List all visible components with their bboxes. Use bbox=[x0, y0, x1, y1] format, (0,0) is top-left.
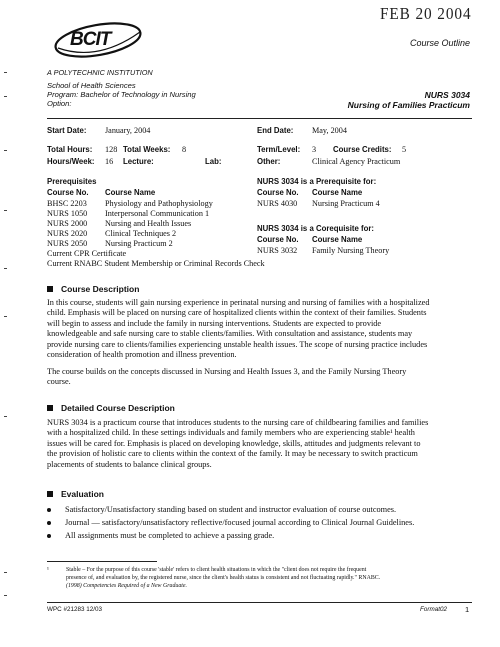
section-bullet-icon bbox=[47, 491, 53, 497]
footnote-line: (1998) Competencies Required of a New Graduate. bbox=[66, 583, 188, 589]
coreq-row-no: NURS 3032 bbox=[257, 246, 298, 255]
institution-tagline: A POLYTECHNIC INSTITUTION bbox=[47, 68, 153, 77]
logo-text: BCIT bbox=[70, 29, 111, 50]
evaluation-heading bbox=[47, 489, 104, 499]
course-credits-value: 5 bbox=[402, 145, 407, 154]
page-label: Format02 bbox=[420, 606, 447, 613]
start-date-label: Start Date: bbox=[47, 126, 87, 135]
prereq-membership-note: Current RNABC Student Membership or Criminal Records Check bbox=[47, 259, 265, 268]
detailed-description-text bbox=[47, 418, 473, 470]
footer-divider bbox=[47, 602, 472, 603]
section-bullet-icon bbox=[47, 405, 53, 411]
other-label: Other: bbox=[257, 157, 281, 166]
prereq-row-name: Nursing Practicum 2 bbox=[105, 239, 173, 248]
prereq-row-name: Interpersonal Communication 1 bbox=[105, 209, 210, 218]
lecture-label: Lecture: bbox=[123, 157, 154, 166]
footnote-line: presence of, and evaluation by, the registered nurse, since the client's health status is consistent and not fluctuating rapidly." RNABC. bbox=[66, 575, 381, 581]
end-date-label: End Date: bbox=[257, 126, 294, 135]
text-line: the provision of holistic care to clients within the context of the family. It may be necessary to switch practicum bbox=[47, 449, 418, 459]
option-label: Option: bbox=[47, 99, 72, 108]
coreq-col-course-no: Course No. bbox=[257, 235, 299, 244]
end-date-value: May, 2004 bbox=[312, 126, 347, 135]
course-description-text-2 bbox=[47, 367, 473, 388]
course-title: Nursing of Families Practicum bbox=[347, 100, 470, 110]
text-line: consideration of health promotion and illness prevention. bbox=[47, 350, 237, 360]
prereq-row-no: NURS 2000 bbox=[47, 219, 88, 228]
bullet-icon bbox=[47, 508, 51, 512]
text-line: course. bbox=[47, 377, 71, 387]
detailed-description-heading bbox=[47, 403, 175, 413]
text-line: NURS 3034 is a practicum course that introduces students to the nursing care of childbearing families and families bbox=[47, 418, 429, 427]
text-line: will begin to assess and include the family in nursing interventions. Students are expected to provide bbox=[47, 318, 382, 328]
text-line: issues will be cared for. Emphasis is placed on developing knowledge, skills, attitudes and judgments relevant to bbox=[47, 438, 421, 448]
prereq-row-name: Physiology and Pathophysiology bbox=[105, 199, 213, 208]
bullet-icon bbox=[47, 521, 51, 525]
page-number: 1 bbox=[465, 605, 470, 614]
total-weeks-value: 8 bbox=[182, 145, 187, 154]
term-level-value: 3 bbox=[312, 145, 317, 154]
text-line: knowledgeable and safe nursing care to stable clients/families. With consultation and assistance, students may bbox=[47, 329, 413, 339]
text-line: with a hospitalized child. In these settings individuals and family members who are experiencing stable¹ health bbox=[47, 428, 415, 438]
margin-tick bbox=[4, 268, 7, 269]
prereq-col-course-no: Course No. bbox=[47, 188, 89, 197]
school-name: School of Health Sciences bbox=[47, 81, 136, 90]
margin-tick bbox=[4, 316, 7, 317]
form-number: WPC #21283 12/03 bbox=[47, 606, 102, 613]
footnote-divider bbox=[47, 561, 157, 562]
text-line: The course builds on the concepts discussed in Nursing and Health Issues 3, and the Family Nursing Theory bbox=[47, 367, 407, 376]
section-title: Course Description bbox=[61, 284, 140, 294]
date-stamp: FEB 20 2004 bbox=[380, 4, 472, 23]
footnote-text bbox=[66, 566, 471, 590]
margin-tick bbox=[4, 96, 7, 97]
prereq-cpr-note: Current CPR Certificate bbox=[47, 249, 127, 258]
list-item bbox=[47, 518, 414, 527]
section-title: Evaluation bbox=[61, 489, 104, 499]
program-name: Program: Bachelor of Technology in Nursing bbox=[47, 90, 196, 99]
course-description-text bbox=[47, 298, 473, 360]
bcit-logo bbox=[52, 18, 144, 62]
list-item-text: All assignments must be completed to achieve a passing grade. bbox=[65, 531, 275, 540]
coreq-col-course-name: Course Name bbox=[312, 235, 363, 244]
document-type: Course Outline bbox=[409, 38, 470, 48]
list-item-text: Satisfactory/Unsatisfactory standing based on student and instructor evaluation of course outcomes. bbox=[65, 505, 397, 514]
text-line: provide nursing care to clients/families experiencing unstable health issues. The scope of nursing practice includes bbox=[47, 339, 428, 349]
prereq-col-course-name: Course Name bbox=[105, 188, 156, 197]
text-line: placements of students to balance clinical groups. bbox=[47, 459, 212, 469]
prereq-row-no: BHSC 2203 bbox=[47, 199, 87, 208]
list-item bbox=[47, 505, 396, 514]
total-hours-label: Total Hours: bbox=[47, 145, 93, 154]
text-line: child. Emphasis will be placed on nursing care of hospitalized clients within the context of their families. Students bbox=[47, 308, 427, 318]
bullet-icon bbox=[47, 534, 51, 538]
prereq-row-name: Nursing and Health Issues bbox=[105, 219, 192, 228]
prereq-row-name: Clinical Techniques 2 bbox=[105, 229, 177, 238]
prereq-row-no: NURS 2050 bbox=[47, 239, 88, 248]
prereq-for-heading: NURS 3034 is a Prerequisite for: bbox=[257, 177, 377, 186]
list-item bbox=[47, 531, 274, 540]
total-hours-value: 128 bbox=[105, 145, 118, 154]
margin-tick bbox=[4, 416, 7, 417]
coreq-row-name: Family Nursing Theory bbox=[312, 246, 390, 255]
term-level-label: Term/Level: bbox=[257, 145, 301, 154]
hours-week-label: Hours/Week: bbox=[47, 157, 95, 166]
coreq-heading: NURS 3034 is a Corequisite for: bbox=[257, 224, 374, 233]
margin-tick bbox=[4, 572, 7, 573]
other-value: Clinical Agency Practicum bbox=[312, 157, 401, 166]
margin-tick bbox=[4, 595, 7, 596]
prereq-for-col-course-no: Course No. bbox=[257, 188, 299, 197]
text-line: In this course, students will gain nursing experience in perinatal nursing and nursing of families with a hospitalized bbox=[47, 298, 430, 307]
margin-tick bbox=[4, 210, 7, 211]
header-divider bbox=[47, 118, 472, 119]
course-code: NURS 3034 bbox=[424, 90, 470, 100]
prereq-row-no: NURS 2020 bbox=[47, 229, 88, 238]
prerequisites-heading: Prerequisites bbox=[47, 177, 97, 186]
course-description-heading bbox=[47, 284, 139, 294]
hours-week-value: 16 bbox=[105, 157, 114, 166]
footnote-line: Stable – For the purpose of this course 'stable' refers to client health situations in which the "client does not require the frequent bbox=[66, 567, 367, 573]
margin-tick bbox=[4, 72, 7, 73]
prereq-for-row-no: NURS 4030 bbox=[257, 199, 298, 208]
prereq-for-col-course-name: Course Name bbox=[312, 188, 363, 197]
prereq-for-row-name: Nursing Practicum 4 bbox=[312, 199, 380, 208]
total-weeks-label: Total Weeks: bbox=[123, 145, 171, 154]
section-title: Detailed Course Description bbox=[61, 403, 175, 413]
course-credits-label: Course Credits: bbox=[333, 145, 392, 154]
margin-tick bbox=[4, 150, 7, 151]
lab-label: Lab: bbox=[205, 157, 222, 166]
section-bullet-icon bbox=[47, 286, 53, 292]
prereq-row-no: NURS 1050 bbox=[47, 209, 88, 218]
list-item-text: Journal — satisfactory/unsatisfactory reflective/focused journal according to Clinical Journal Guidelines. bbox=[65, 518, 415, 527]
footnote-marker: ¹ bbox=[47, 566, 49, 573]
start-date-value: January, 2004 bbox=[105, 126, 151, 135]
